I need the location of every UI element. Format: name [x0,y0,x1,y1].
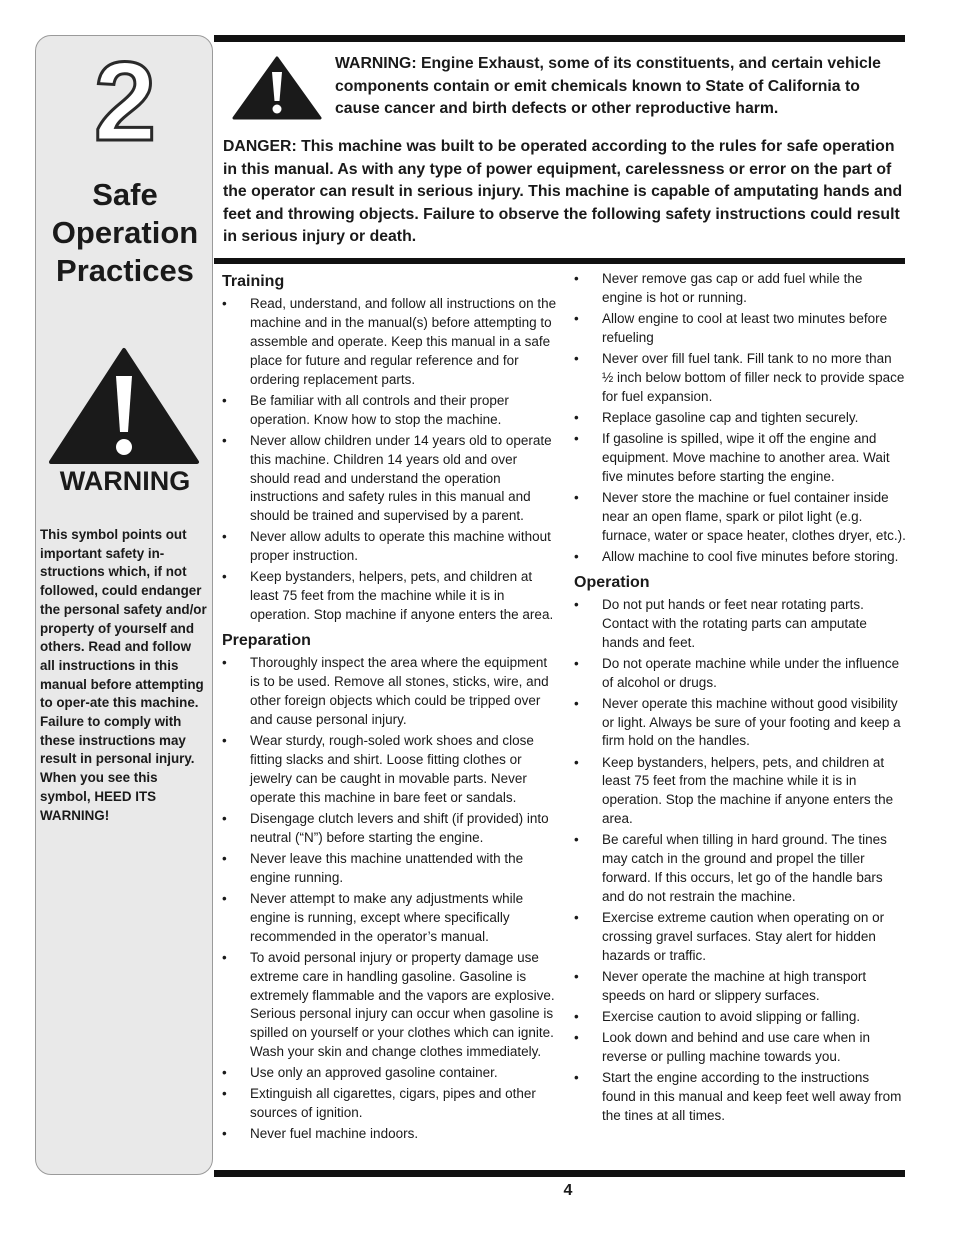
bullet-icon: • [222,1065,227,1081]
bullet-icon: • [222,890,227,906]
list-item-text: Do not put hands or feet near rotating parts. Contact with the rotating parts can amputate hands and feet. [602,596,867,650]
list-item-text: Never over fill fuel tank. Fill tank to no more than ½ inch below bottom of filler neck to provide space for fuel expansion. [602,351,905,404]
bullet-icon: • [222,529,227,545]
list-item [574,430,906,487]
list-item [574,596,906,653]
bullet-icon: • [574,1009,579,1025]
bullet-icon: • [574,431,579,446]
bullet-icon: • [574,832,579,848]
bullet-icon: • [574,409,579,425]
training-list [222,295,560,625]
list-item [574,831,906,907]
list-item [574,968,906,1006]
warning-label: WARNING [59,466,191,496]
list-item [222,528,560,566]
operation-list [574,596,906,1126]
list-item [574,350,906,407]
bullet-icon: • [222,655,227,671]
bullet-icon: • [574,695,579,711]
list-item [574,909,906,966]
bullet-icon: • [574,1070,579,1086]
list-item-text: Do not operate machine while under the influence of alcohol or drugs. [602,655,900,690]
list-item-text: Never operate this machine without good visibility or light. Always be sure of your footing and keep a firm hold on the handles. [602,695,901,749]
bullet-icon: • [574,910,579,926]
chapter-title [36,176,214,290]
list-item-text: To avoid personal injury or property damage use extreme care in handling gasoline. Gasoline is extremely flammable and the vapors are explosive. Serious personal injury can occur when gasoline is spilled on yourself or your clothes which can ignite. Wash your skin and change clothes immediately. [250,949,555,1060]
bullet-icon: • [222,810,227,826]
list-item-text: Allow engine to cool at least two minutes before refueling [602,311,888,345]
list-item [222,890,560,947]
list-item [222,432,560,527]
list-item-text: Disengage clutch levers and shift (if provided) into neutral (“N”) before starting the engine. [250,810,549,845]
list-item-text: Never allow children under 14 years old to operate this machine. Children 14 years old and over should read and understand the operation instructions and safety rules in this manual and should be trained and supervised by a parent. [250,432,552,524]
bullet-icon: • [574,351,579,366]
list-item-text: Never store the machine or fuel container inside near an open flame, spark or pilot light (e.g. furnace, water or space heater, clothes dryer, etc.). [602,489,906,543]
list-item [222,392,560,430]
bullet-icon: • [574,1030,579,1046]
list-item-text: Exercise caution to avoid slipping or falling. [602,1009,861,1025]
bullet-icon: • [574,655,579,671]
bottom-rule [214,1170,905,1177]
bullet-icon: • [222,850,227,866]
list-item-text: Exercise extreme caution when operating on or crossing gravel surfaces. Stay alert for hidden hazards or traffic. [602,910,885,963]
section-heading-training: Training [222,273,285,290]
bullet-icon: • [222,732,227,748]
list-item-text: Never fuel machine indoors. [250,1126,419,1142]
list-item-text: Never leave this machine unattended with the engine running. [250,850,524,885]
section-heading-preparation: Preparation [222,632,311,650]
bullet-icon: • [574,311,579,326]
list-item-text: Be familiar with all controls and their proper operation. Know how to stop the machine. [250,392,509,427]
list-item [574,695,906,752]
list-item-text: Replace gasoline cap and tighten securely. [602,409,859,425]
list-item-text: Never remove gas cap or add fuel while the engine is hot or running. [602,271,863,305]
list-item [574,1069,906,1126]
list-item [222,810,560,848]
list-item-text: Keep bystanders, helpers, pets, and children at least 75 feet from the machine while it is in operation. Stop the machine if anyone enters the area. [602,754,894,827]
symbol-explanation: This symbol points out important safety in-structions which, if not followed, could endanger the personal safety and/or property of yourself and others. Read and follow all instructions in this manual before attempting to oper-ate this machine. Failure to comply with these instructions may result in personal injury. When you see this symbol, HEED ITS WARNING! [40,527,207,823]
preparation-list [222,654,560,1144]
california-warning: WARNING: Engine Exhaust, some of its constituents, and certain vehicle components contain or emit chemicals known to State of California to cause cancer and birth defects or other reproductive harm. [335,55,881,117]
list-item [222,568,560,625]
bullet-icon: • [222,432,227,448]
list-item [222,732,560,808]
list-item [574,1029,906,1067]
warning-triangle-icon [48,346,200,466]
bullet-icon: • [574,969,579,985]
list-item-text: Use only an approved gasoline container. [250,1065,498,1081]
warning-triangle-icon [232,55,322,121]
bullet-icon: • [222,1086,227,1102]
section-heading-operation: Operation [574,573,650,591]
list-item [222,949,560,1062]
list-item [574,310,906,348]
list-item [222,850,560,888]
danger-notice: DANGER: This machine was built to be operated according to the rules for safe operation in this manual. As with any type of power equipment, carelessness or error on the part of the operator can result in serious injury. This machine is capable of amputating hands and feet and throwing objects. Failure to observe the following safety instructions could result in serious injury or death. [223,138,903,245]
list-item-text: Keep bystanders, helpers, pets, and children at least 75 feet from the machine while it is in operation. Stop machine if anyone enters the area. [250,569,554,623]
bullet-icon: • [222,392,227,408]
list-item-text: Never allow adults to operate this machine without proper instruction. [250,529,551,564]
list-item-text: Extinguish all cigarettes, cigars, pipes and other sources of ignition. [250,1086,536,1121]
list-item-text: Thoroughly inspect the area where the equipment is to be used. Remove all stones, sticks, wire, and other foreign objects which could be tripped over and cause personal injury. [250,655,549,727]
list-item [574,1008,906,1027]
bullet-icon: • [222,569,227,585]
preparation-list-continued [574,270,906,567]
chapter-title-line: Practices [56,253,194,288]
list-item-text: Wear sturdy, rough-soled work shoes and close fitting slacks and shirt. Loose fitting clothes or jewelry can be caught in movable parts. Never operate this machine in bare feet or sandals. [250,732,534,805]
page-number: 4 [563,1182,573,1199]
chapter-title-line: Operation [51,215,199,250]
list-item-text: Be careful when tilling in hard ground. The tines may catch in the ground and propel the tiller forward. If this occurs, let go of the handle bars and do not restrain the machine. [602,832,887,905]
list-item-text: Never attempt to make any adjustments while engine is running, except where specifically recommended in the operator’s manual. [250,890,524,944]
bullet-icon: • [574,271,579,286]
list-item [574,270,906,308]
list-item-text: Look down and behind and use care when in reverse or pulling machine towards you. [602,1030,870,1065]
list-item [222,1085,560,1123]
bullet-icon: • [574,489,579,505]
list-item [574,548,906,567]
bullet-icon: • [222,296,227,311]
left-column [222,270,560,1150]
chapter-sidebar [35,35,213,1175]
list-item-text: If gasoline is spilled, wipe it off the engine and equipment. Move machine to another area. Wait five minutes before starting the engine. [602,431,890,484]
section-rule [214,258,905,264]
list-item-text: Allow machine to cool five minutes before storing. [602,548,899,564]
list-item [222,1064,560,1083]
list-item [222,654,560,730]
list-item [574,489,906,546]
list-item [574,754,906,830]
list-item-text: Start the engine according to the instructions found in this manual and keep feet well away from the tines at all times. [602,1070,902,1123]
bullet-icon: • [574,754,579,770]
list-item [574,655,906,693]
list-item-text: Read, understand, and follow all instructions on the machine and in the manual(s) before attempting to assemble and operate. Keep this manual in a safe place for future and regular reference and for ordering replacement parts. [250,296,557,387]
list-item-text: Never operate the machine at high transport speeds on hard or slippery surfaces. [602,969,867,1003]
top-rule [214,35,905,42]
bullet-icon: • [574,596,579,612]
bullet-icon: • [222,1126,227,1142]
bullet-icon: • [222,949,227,965]
list-item [222,295,560,390]
chapter-number: 2 [93,39,157,164]
list-item [222,1125,560,1144]
right-column [574,270,906,1132]
bullet-icon: • [574,548,579,564]
list-item [574,409,906,428]
chapter-title-line: Safe [92,177,158,212]
